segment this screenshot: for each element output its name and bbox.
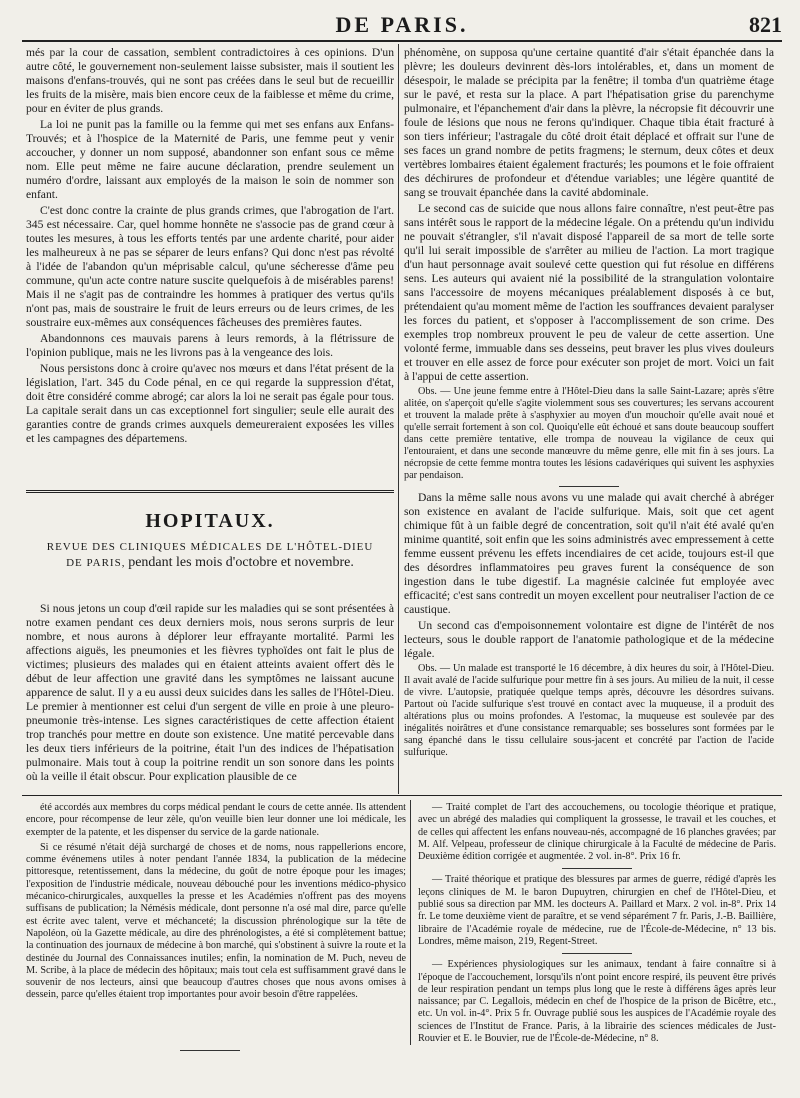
paragraph: La loi ne punit pas la famille ou la femme qui met ses enfans aux Enfans-Trouvés; et à l'hospice de la Maternité de Paris, une femme peut y venir accoucher, y donner un nom supposé, abandonner son enfant sous ce même nom. Elle peut même ne faire aucune déclaration, prendre seulement un numéro d'ordre, laissant aux employés de la maison le soin de nommer son enfant. [26, 118, 394, 201]
divider [559, 486, 619, 487]
paragraph: Si nous jetons un coup d'œil rapide sur les maladies qui se sont présentées à notre examen pendant ces deux derniers mois, nous serons surpris de leur nombre, et nous aurons à déplorer leur effrayante mortalité. Parmi les affections aiguës, les pneumonies et les fièvres typhoïdes ont fait le plus de victimes; plusieurs des malades qui en étaient atteints avaient offert dès le début de leur affection une gravité dans les symptômes ne laissant aucune apparence de salut. Il y a eu aussi deux suicides dans les salles de l'Hôtel-Dieu. Le premier à mentionner est celui d'un sergent de ville en proie à une pleuro-pneumonie très-intense. Les signes caractéristiques de cette affection étaient trop tranchés pour mettre en doute son existence. Une matité percevable dans les deux tiers inférieurs de la poitrine, était l'un des indices de l'hépatisation pulmonaire. Mais tout à coup la poitrine rendit un son sonore dans les points où la veille il était obscur. Pour explication plausible de ce [26, 602, 394, 783]
paragraph: Nous persistons donc à croire qu'avec nos mœurs et dans l'état présent de la législation, l'art. 345 du Code pénal, en ce qui regarde la suppression d'état, doit être considéré comme abrogé; car alors la loi ne serait pas égale pour tous. La capitale serait dans un cas exceptionnel fort singulier; seule elle aurait des garanties contre de grands crimes auxquels demeureraient exposées les villes et les campagnes des départemens. [26, 362, 394, 445]
page-header [22, 10, 782, 38]
observation-1 [404, 386, 774, 482]
bottom-column-divider [410, 800, 411, 1045]
subtitle-rest: pendant les mois d'octobre et novembre. [128, 555, 354, 570]
announcement: — Traité théorique et pratique des blessures par armes de guerre, rédigé d'après les leçons cliniques de M. le baron Dupuytren, chirurgien en chef de l'Hôtel-Dieu, et publié sous sa direction par MM. les docteurs A. Paillard et Marx. 2 vol. in-8°. Prix 14 fr. Le tome deuxième vient de paraître, et se vend séparément 7 fr. Paris, J.-B. Baillière, libraire de l'Académie royale de médecine, rue de l'École-de-Médecine, n° 13 bis. Londres, même maison, 219, Regent-Street. [418, 874, 776, 947]
paragraph: Abandonnons ces mauvais parens à leurs remords, à la flétrissure de l'opinion publique, mais ne les livrons pas à la vengeance des lois. [26, 332, 394, 359]
paragraph: Si ce résumé n'était déjà surchargé de choses et de noms, nous rappellerions encore, comme événemens utiles à noter pendant l'année 1834, la publication de la médecine pittoresque, retentissement, dans la médecine, du goût de notre époque pour les images; l'exposition de l'industrie médicale, nouveau débouché pour les inventions médico-physico mécanico-chirurgicales, auxquelles la presse et les Académies n'offrent pas des moyens suffisans de publication; la Némésis médicale, dont personne n'a osé mal dire, parce qu'elle est écrite avec talent, verve et méchanceté; la discussion phrénologique sur la tête de Napoléon, où la Gazette médicale, au dire des phrénologistes, a été si complètement battue; la continuation des journaux de médecine à bon marché, qui s'obstinent à suivre la route et la destinée du Journal des Connaissances inutiles; enfin, la nomination de M. Puch, neveu de M. Scribe, à la place de médecin des hôpitaux; mais tout cela est suffisamment gravé dans le souvenir de nos lecteurs, ainsi que beaucoup d'autres choses que nous avons omises à dessein, parce qu'elles étaient trop importantes pour avoir besoin d'être rappelées. [26, 841, 406, 1001]
paragraph: Le second cas de suicide que nous allons faire connaître, n'est peut-être pas sans intérêt sous le rapport de la médecine légale. On a prétendu qu'un individu ne pouvait s'étrangler, s'il n'avait disposé l'appareil de sa mort de telle sorte qu'il lui serait impossible de s'arrêter au milieu de l'action. La mort tragique d'un haut personnage avait soulevé cette question qui fut résolue en différens sens. Les auteurs qui avaient nié la possibilité de la strangulation volontaire sans l'accessoire de moyens mécaniques préalablement disposés à ce but, prétendaient qu'au moment même de l'action les souffrances devaient paralyser les forces du patient, et s'opposer à l'accomplissement de son crime. Des exemples trop nombreux prouvent le peu de valeur de cette assertion. Une volonté ferme, immuable dans ses desseins, peut braver les plus vives douleurs et trouver en elle assez de force pour exécuter son projet de mort. Voici un fait à l'appui de cette assertion. [404, 202, 774, 383]
section-rule [26, 490, 394, 493]
observation-text: Obs. — Un malade est transporté le 16 décembre, à dix heures du soir, à l'Hôtel-Dieu. Il avait avalé de l'acide sulfurique pour mettre fin à ses jours. Au milieu de la nuit, il cesse de vivre. L'autopsie, pratiquée quelque temps après, découvre les désordres suivans. Partout où l'acide sulfurique s'est trouvé en contact avec la muqueuse, il a produit des altérations plus ou moins profondes. A l'estomac, la muqueuse est soulevée par des inégalités noirâtres et d'une consistance remarquable; ses bosselures sont formées par le sang épanché dans le tissu cellulaire sous-jacent et concrété par l'action de l'acide sulfurique. [404, 663, 774, 758]
paragraph: Un second cas d'empoisonnement volontaire est digne de l'intérêt de nos lecteurs, sous le double rapport de l'anatomie pathologique et de la médecine légale. [404, 619, 774, 660]
observation-2 [404, 663, 774, 759]
header-rule [22, 40, 782, 42]
observation-text: Obs. — Une jeune femme entre à l'Hôtel-Dieu dans la salle Saint-Lazare; après s'être alitée, on s'aperçoit qu'elle s'agite violemment sous ses couvertures; les servans accourent et trouvent la malade prête à s'asphyxier au moyen d'un mouchoir qu'elle avait noué et qu'elle serrait fortement à son col. Quoiqu'elle eût échoué et sans doute beaucoup souffert dans cette première tentative, elle trompa de nouveau la vigilance de ceux qui l'entouraient, et dans une seconde manœuvre du même genre, elle mit fin à ses jours. La nécropsie de cette femme montra toutes les lésions cadavériques qui suivent les asphyxies par pendaison. [404, 386, 774, 481]
bottom-rule [22, 795, 782, 796]
section-subtitle [40, 540, 380, 571]
announcements [418, 802, 776, 1052]
subtitle-smallcaps: REVUE DES CLINIQUES MÉDICALES DE L'HÔTEL-DIEU DE PARIS, [46, 541, 374, 569]
divider [562, 868, 632, 869]
page-number: 821 [749, 12, 782, 37]
paragraph: phénomène, on supposa qu'une certaine quantité d'air s'était épanchée dans la plèvre; les douleurs devinrent dès-lors intolérables, et, dans un moment de désespoir, le malade se précipita par la fenêtre; il tomba d'un quatrième étage sur le pavé, et resta sur la place. A part l'hépatisation grise du parenchyme pulmonaire, et l'épanchement d'air dans la plèvre, la nécropsie fit découvrir une foule de lésions que nous ne ferons qu'indiquer. Chaque tibia était fracturé à son tiers inférieur; l'astragale du côté droit était déplacé et offrait sur l'une de ses faces un grand nombre de petits fragmens; le sternum, deux côtes et deux vertèbres lombaires étaient également fracturés; les poumons et le foie offraient des déchirures de profondeur et d'étendue variables; une légère quantité de sang se trouvait épanchée dans la cavité abdominale. [404, 46, 774, 199]
paragraph: més par la cour de cassation, semblent contradictoires à ces opinions. D'un autre côté, le gouvernement non-seulement laisse subsister, mais il soutient les maisons d'enfans-trouvés, qui ne sont pas créées dans le seul but de recueillir les fruits de la misère, mais bien encore ceux de la faiblesse et même du crime, pour en éviter de plus grands. [26, 46, 394, 115]
announcement: — Expériences physiologiques sur les animaux, tendant à faire connaître si à l'époque de l'accouchement, lorsqu'ils n'ont point encore respiré, ils peuvent être privés de leur respiration pendant un temps plus long que le reste à différens âges après leur naissance; par C. Legallois, médecin en chef de l'hospice de la prison de Bicêtre, etc., etc. Un vol. in-4°. Prix 5 fr. Ouvrage publié sous les auspices de l'Académie royale des sciences de l'Institut de France. Paris, à la librairie des sciences médicales de Just-Rouvier et E. le Bouvier, rue de l'École-de-Médecine, n° 8. [418, 959, 776, 1045]
running-title: DE PARIS. [335, 12, 469, 37]
right-column [404, 46, 774, 794]
bottom-left-text [26, 802, 406, 1022]
end-rule [180, 1050, 240, 1051]
paragraph: C'est donc contre la crainte de plus grands crimes, que l'abrogation de l'art. 345 est nécessaire. Car, quel homme honnête ne s'associe pas de grand cœur à toutes les mesures, à tous les efforts tentés par une ardente charité, pour aider les malheureux à ne pas se séparer de leurs enfans? Qui donc n'est pas révolté à l'idée de l'abandon qu'un méprisable calcul, qu'une sécheresse d'âme peu commune, qu'un acte contre nature suscite quelquefois à de misérables parens! Mais il ne s'agit pas de contraindre les hommes à pratiquer des vertus qu'ils n'ont pas, mais de soustraire le fruit de leurs erreurs ou de leurs crimes, de les soustraire eux-mêmes aux conséquences fâcheuses des premières fautes. [26, 204, 394, 329]
left-column-hopitaux [26, 602, 394, 790]
paragraph: été accordés aux membres du corps médical pendant le cours de cette année. Ils attendent encore, pour récompense de leur zèle, qu'on veuille bien leur donner une loi médicale, les exempter de la patente, et les dispenser du service de la garde nationale. [26, 802, 406, 838]
column-divider [398, 44, 399, 794]
section-title-hopitaux: HOPITAUX. [145, 510, 275, 532]
paragraph: Dans la même salle nous avons vu une malade qui avait cherché à abréger son existence en avalant de l'acide sulfurique. Mais, soit que cet agent chimique fût à un faible degré de concentration, soit qu'il n'ait été avalé qu'en minime quantité, soit enfin que les soins administrés avec empressement à cette femme eussent prévenu les effets incendiaires de cet acide, toujours est-il que des désordres inflammatoires peu graves furent la conséquence de son ingestion dans le tube digestif. La magnésie calcinée fut employée avec efficacité; c'est sans contredit un moyen excellent pour neutraliser l'action de ce caustique. [404, 491, 774, 616]
divider [562, 953, 632, 954]
announcement: — Traité complet de l'art des accouchemens, ou tocologie théorique et pratique, avec un abrégé des maladies qui compliquent la grossesse, le travail et les couches, et de celles qui affectent les enfans nouveau-nés, accompagné de 16 planches gravées; par M. Alf. Velpeau, professeur de clinique chirurgicale à la Faculté de médecine de Paris. Deuxième édition corrigée et augmentée. 2 vol. in-8°. Prix 16 fr. [418, 802, 776, 863]
left-column-article [26, 46, 394, 476]
